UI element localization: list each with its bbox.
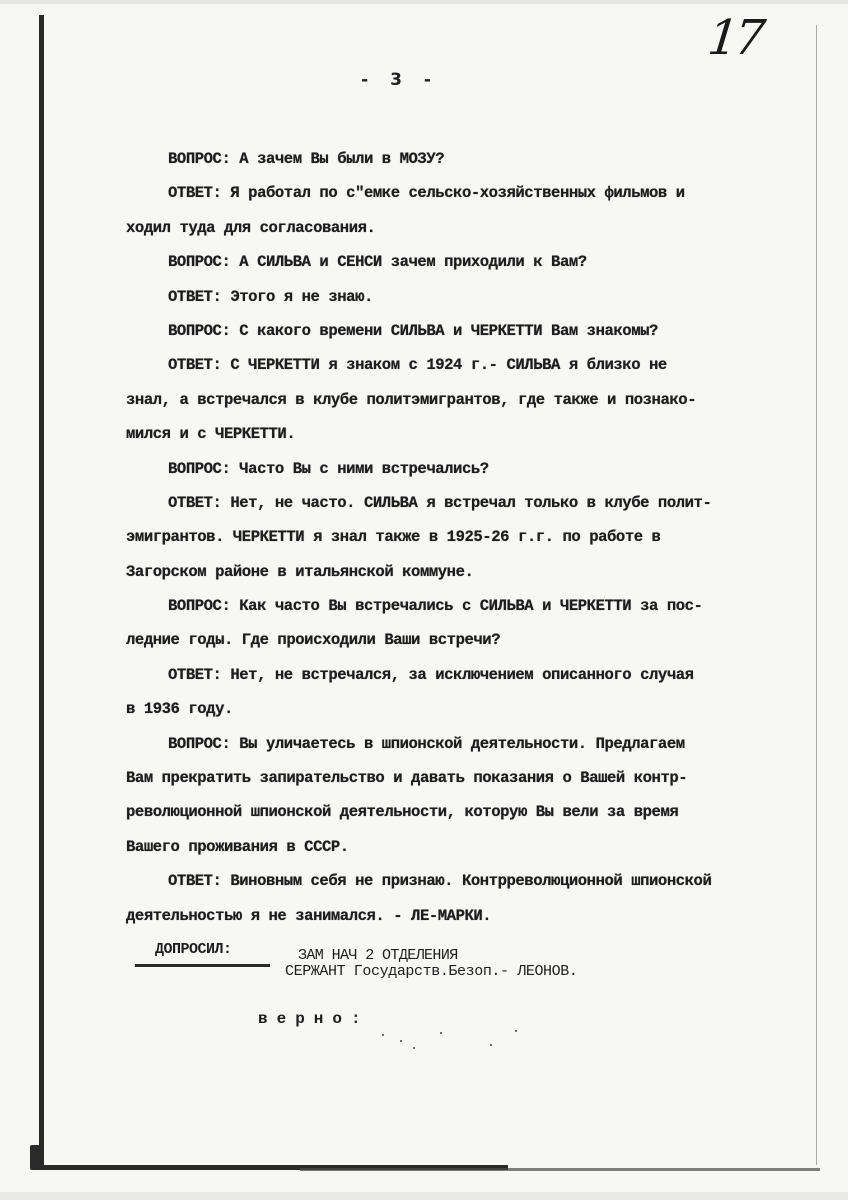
- text-line: эмигрантов. ЧЕРКЕТТИ я знал также в 1925-26 г.г. по работе в: [126, 528, 661, 547]
- text-line: ОТВЕТ: С ЧЕРКЕТТИ я знаком с 1924 г.- СИЛЬВА я близко не: [168, 356, 667, 375]
- text-line: Вам прекратить запирательство и давать показания о Вашей контр-: [126, 769, 688, 788]
- text-line: ОТВЕТ: Нет, не часто. СИЛЬВА я встречал только в клубе полит-: [168, 493, 712, 512]
- bottom-margin-rule-tail: [300, 1168, 820, 1171]
- text-line: Вашего проживания в СССР.: [126, 837, 349, 856]
- interrogator-rank-name: СЕРЖАНТ Государств.Безоп.- ЛЕОНОВ.: [285, 963, 578, 980]
- text-line: ОТВЕТ: Я работал по с"емке сельско-хозяйственных фильмов и: [168, 184, 685, 203]
- certification-label: верно:: [258, 1010, 370, 1028]
- text-line: ВОПРОС: А зачем Вы были в МОЗУ?: [168, 150, 445, 168]
- text-line: ВОПРОС: А СИЛЬВА и СЕНСИ зачем приходили к Вам?: [168, 253, 587, 272]
- text-line: ОТВЕТ: Этого я не знаю.: [168, 287, 373, 306]
- text-line: Загорском районе в итальянской коммуне.: [126, 562, 474, 581]
- text-line: революционной шпионской деятельности, которую Вы вели за время: [126, 803, 679, 822]
- right-page-edge: [816, 25, 817, 1165]
- left-margin-rule: [39, 15, 44, 1165]
- text-line: ходил туда для согласования.: [126, 218, 376, 237]
- handwritten-archive-number: 17: [705, 10, 765, 66]
- paper-top-edge: [0, 0, 848, 4]
- text-line: ОТВЕТ: Виновным себя не признаю. Контрреволюционной шпионской: [168, 872, 712, 891]
- text-line: ВОПРОС: Вы уличаетесь в шпионской деятельности. Предлагаем: [168, 734, 685, 753]
- text-line: мился и с ЧЕРКЕТТИ.: [126, 425, 296, 444]
- text-line: ВОПРОС: С какого времени СИЛЬВА и ЧЕРКЕТТИ Вам знакомы?: [168, 321, 658, 340]
- interrogator-label-underline: [135, 964, 270, 967]
- interrogation-text: [126, 142, 806, 933]
- interrogator-position: ЗАМ НАЧ 2 ОТДЕЛЕНИЯ: [298, 947, 458, 964]
- text-line: ВОПРОС: Часто Вы с ними встречались?: [168, 459, 489, 478]
- text-line: ледние годы. Где происходили Ваши встречи?: [126, 631, 501, 650]
- paper-bottom-edge: [0, 1192, 848, 1200]
- text-line: знал, а встречался в клубе политэмигрантов, где также и познако-: [126, 390, 697, 409]
- text-line: деятельностью я не занимался. - ЛЕ-МАРКИ.: [126, 906, 492, 925]
- text-line: в 1936 году.: [126, 700, 233, 719]
- text-line: ВОПРОС: Как часто Вы встречались с СИЛЬВА и ЧЕРКЕТТИ за пос-: [168, 597, 703, 616]
- text-line: ОТВЕТ: Нет, не встречался, за исключением описанного случая: [168, 665, 694, 684]
- page-number: - 3 -: [361, 70, 439, 90]
- ink-specks: [380, 1030, 530, 1060]
- interrogator-label: ДОПРОСИЛ:: [155, 941, 232, 958]
